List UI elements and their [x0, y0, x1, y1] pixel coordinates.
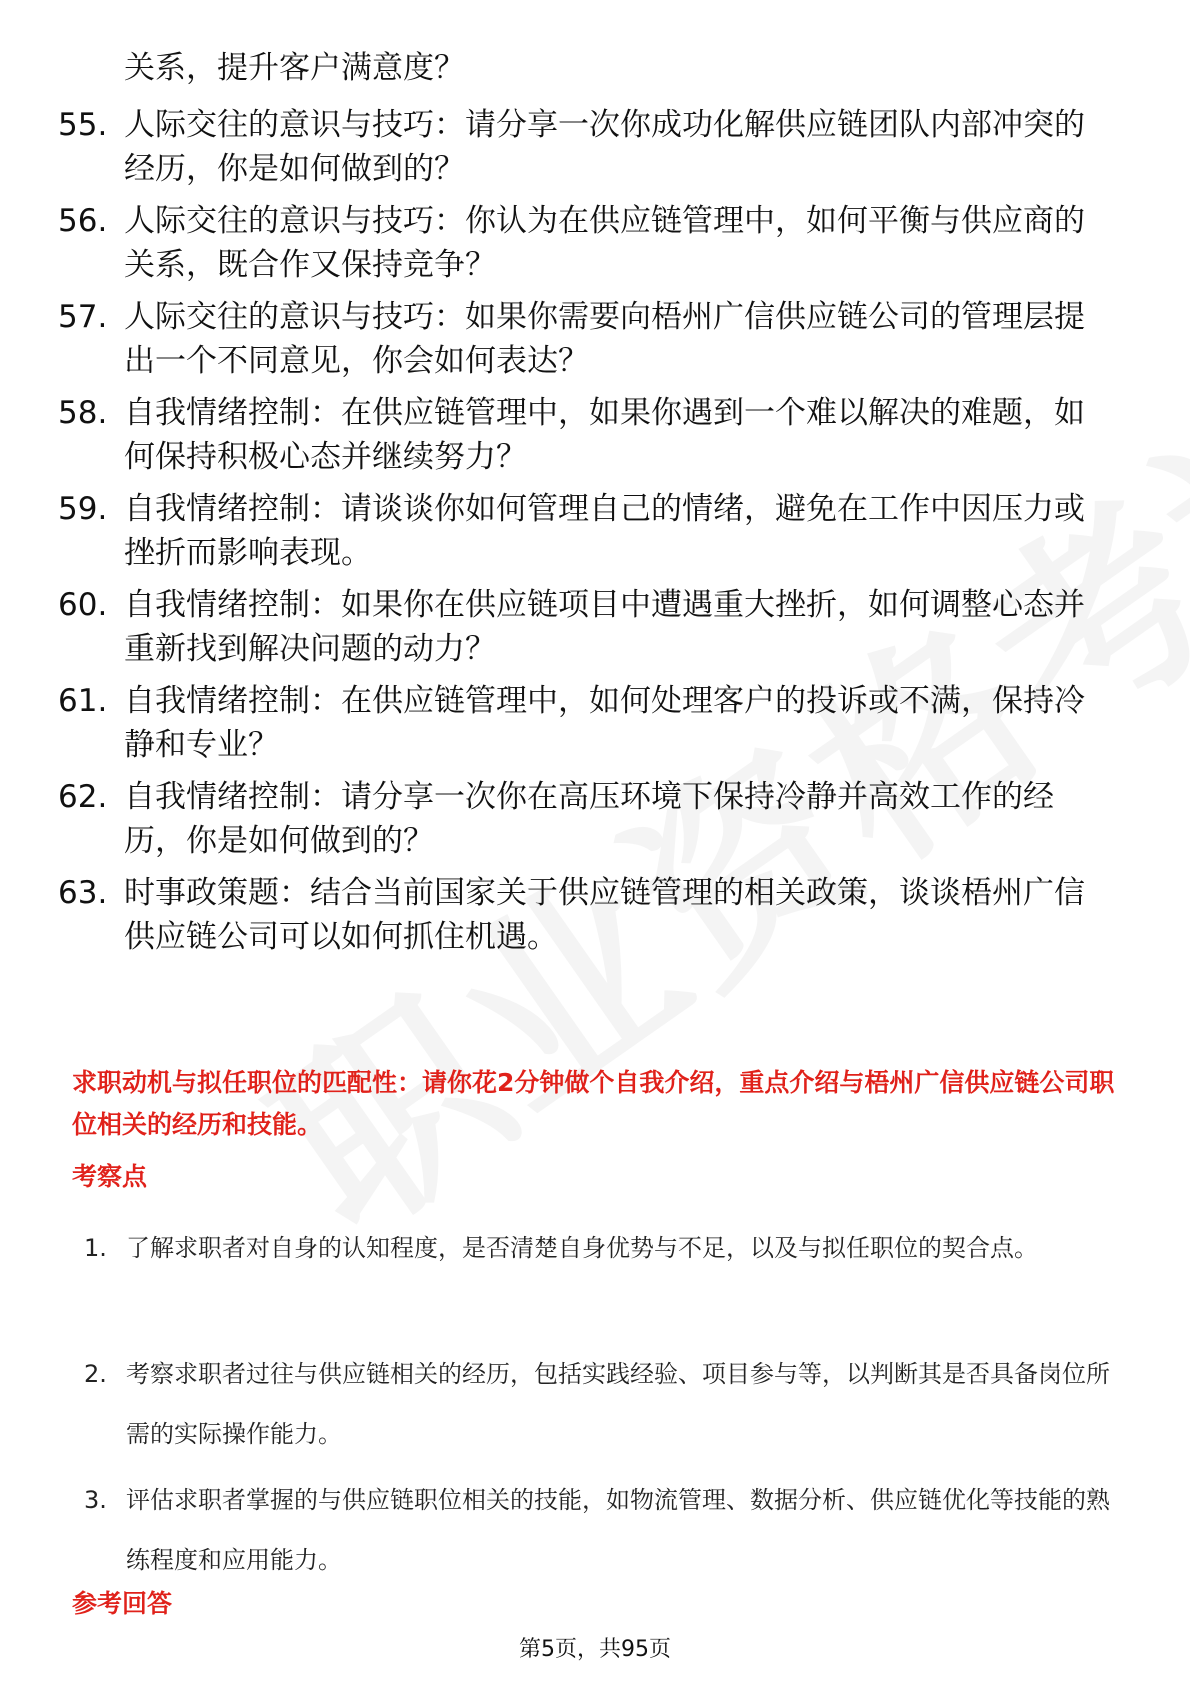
question-number: 55.: [58, 107, 108, 143]
point-text: 考察求职者过往与供应链相关的经历，包括实践经验、项目参与等，以判断其是否具备岗位所需的实际操作能力。: [126, 1360, 1110, 1448]
question-number: 60.: [58, 587, 108, 623]
point-number: 1.: [84, 1234, 107, 1262]
question-number: 57.: [58, 299, 108, 335]
question-text: 自我情绪控制：请谈谈你如何管理自己的情绪，避免在工作中因压力或挫折而影响表现。: [124, 491, 1085, 571]
question-number: 56.: [58, 203, 108, 239]
question-number: 63.: [58, 875, 108, 911]
question-text: 人际交往的意识与技巧：请分享一次你成功化解供应链团队内部冲突的经历，你是如何做到的？: [124, 107, 1085, 187]
answer-heading: 参考回答: [72, 1589, 173, 1618]
point-text: 了解求职者对自身的认知程度，是否清楚自身优势与不足，以及与拟任职位的契合点。: [126, 1234, 1038, 1262]
question-text: 时事政策题：结合当前国家关于供应链管理的相关政策，谈谈梧州广信供应链公司可以如何抓住机遇。: [124, 875, 1085, 955]
question-text: 自我情绪控制：如果你在供应链项目中遭遇重大挫折，如何调整心态并重新找到解决问题的动力？: [124, 587, 1085, 667]
motive-question: 求职动机与拟任职位的匹配性：请你花2分钟做个自我介绍，重点介绍与梧州广信供应链公司职位相关的经历和技能。: [72, 1068, 1115, 1139]
point-text: 评估求职者掌握的与供应链职位相关的技能，如物流管理、数据分析、供应链优化等技能的熟练程度和应用能力。: [126, 1486, 1110, 1574]
question-text: 自我情绪控制：请分享一次你在高压环境下保持冷静并高效工作的经历，你是如何做到的？: [124, 779, 1054, 859]
question-number: 59.: [58, 491, 108, 527]
question-text: 人际交往的意识与技巧：你认为在供应链管理中，如何平衡与供应商的关系，既合作又保持竞争？: [124, 203, 1085, 283]
question-number: 61.: [58, 683, 108, 719]
page-footer: 第5页，共95页: [519, 1637, 671, 1662]
continued-question-text: 关系，提升客户满意度？: [124, 50, 465, 86]
point-number: 3.: [84, 1486, 107, 1514]
question-number: 58.: [58, 395, 108, 431]
question-text: 自我情绪控制：在供应链管理中，如果你遇到一个难以解决的难题，如何保持积极心态并继续努力？: [124, 395, 1085, 475]
point-number: 2.: [84, 1360, 107, 1388]
question-text: 人际交往的意识与技巧：如果你需要向梧州广信供应链公司的管理层提出一个不同意见，你会如何表达？: [124, 299, 1085, 379]
question-text: 自我情绪控制：在供应链管理中，如何处理客户的投诉或不满，保持冷静和专业？: [124, 683, 1085, 763]
assessment-heading: 考察点: [72, 1162, 148, 1191]
question-number: 62.: [58, 779, 108, 815]
